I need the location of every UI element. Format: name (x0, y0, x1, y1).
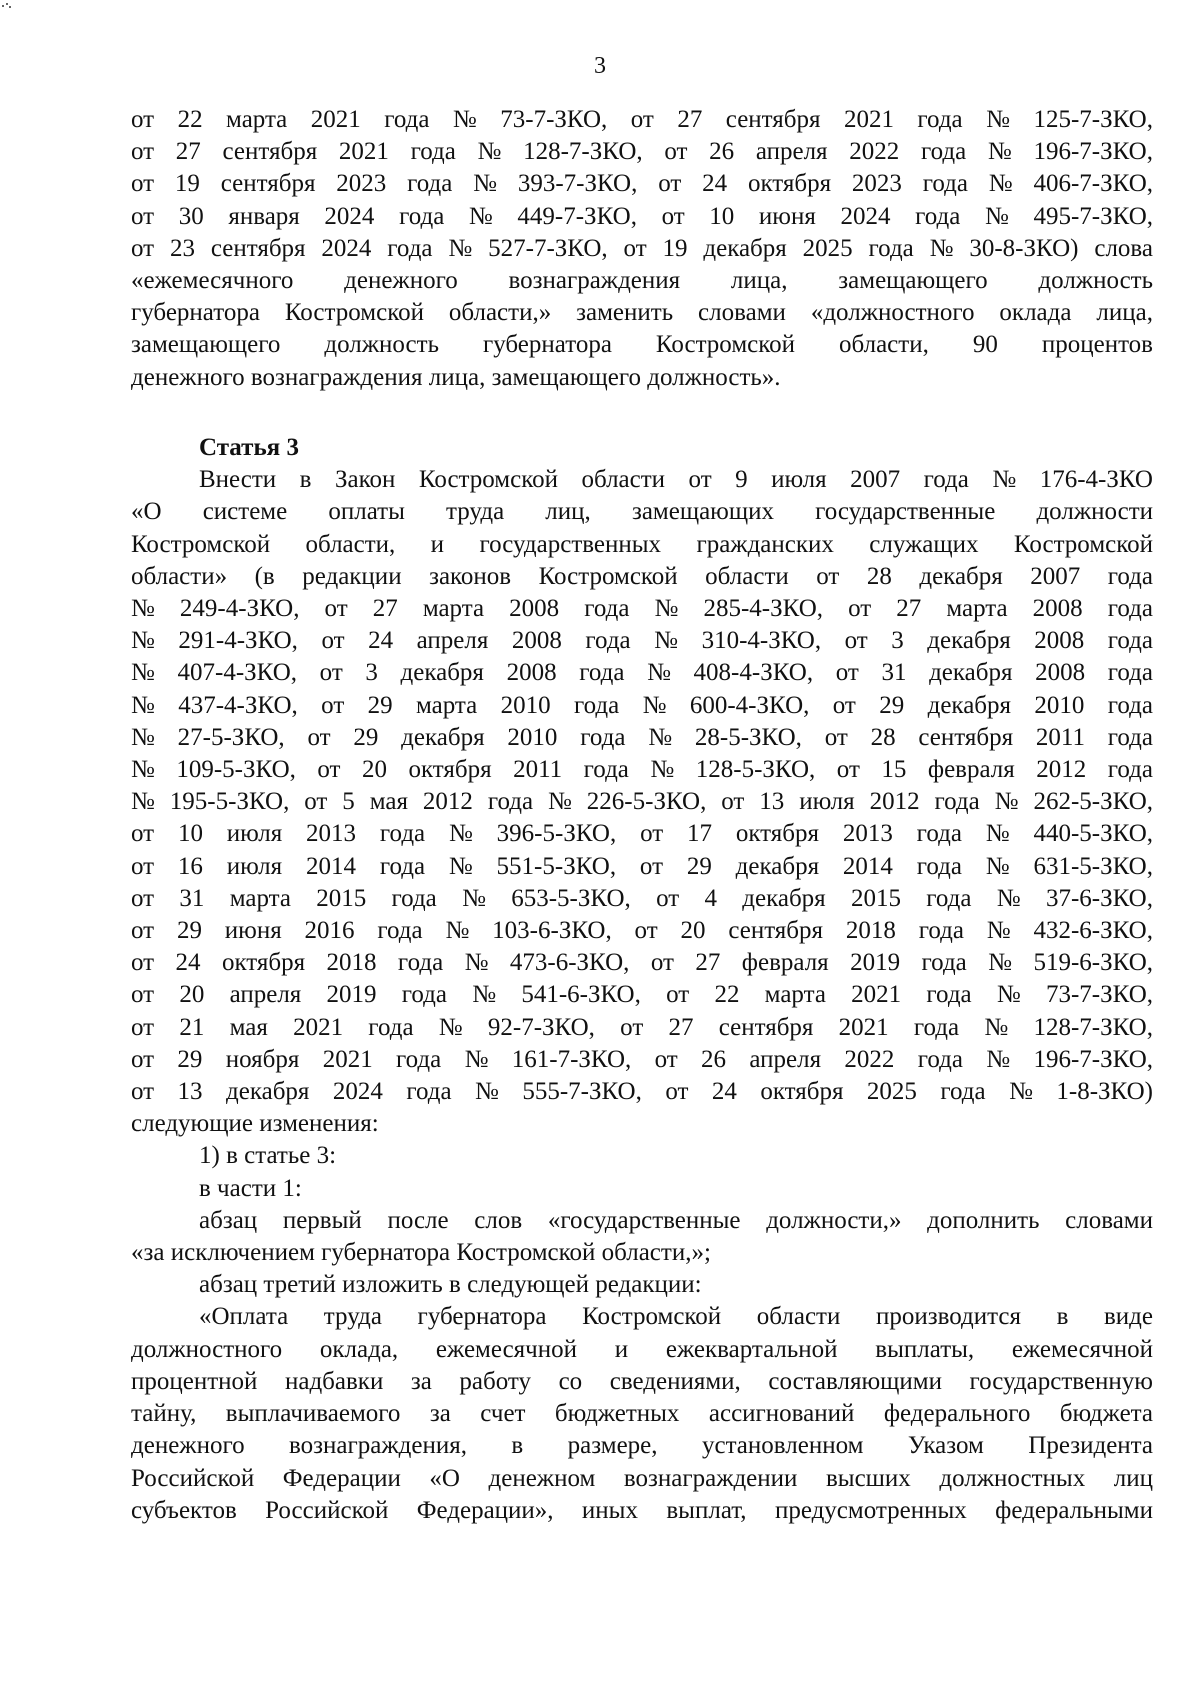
text-line: «О системе оплаты труда лиц, замещающих государственные должности (131, 498, 1153, 526)
text-line: «Оплата труда губернатора Костромской области производится в виде (199, 1303, 1153, 1331)
text-line: «ежемесячного денежного вознаграждения лица, замещающего должность (131, 267, 1153, 295)
text-line: от 29 июня 2016 года № 103-6-ЗКО, от 20 сентября 2018 года № 432-6-ЗКО, (131, 917, 1153, 945)
text-line: денежного вознаграждения, в размере, установленном Указом Президента (131, 1432, 1153, 1460)
text-line: «за исключением губернатора Костромской области,»; (131, 1239, 711, 1267)
page-number: 3 (594, 53, 606, 79)
text-line: субъектов Российской Федерации», иных выплат, предусмотренных федеральными (131, 1496, 1153, 1524)
text-line: денежного вознаграждения лица, замещающего должность». (131, 363, 781, 391)
text-line: № 109-5-ЗКО, от 20 октября 2011 года № 128-5-ЗКО, от 15 февраля 2012 года (131, 756, 1153, 784)
text-line: от 19 сентября 2023 года № 393-7-ЗКО, от 24 октября 2023 года № 406-7-ЗКО, (131, 170, 1153, 198)
text-line: от 24 октября 2018 года № 473-6-ЗКО, от 27 февраля 2019 года № 519-6-ЗКО, (131, 949, 1153, 977)
text-line: губернатора Костромской области,» заменить словами «должностного оклада лица, (131, 299, 1153, 327)
article-3 (131, 432, 1153, 1527)
text-line: № 27-5-ЗКО, от 29 декабря 2010 года № 28-5-ЗКО, от 28 сентября 2011 года (131, 723, 1153, 751)
article-heading: Статья 3 (199, 434, 299, 461)
text-line: тайну, выплачиваемого за счет бюджетных ассигнований федерального бюджета (131, 1400, 1153, 1428)
list-item: 1) в статье 3: (199, 1142, 337, 1170)
text-line: от 20 апреля 2019 года № 541-6-ЗКО, от 22 марта 2021 года № 73-7-ЗКО, (131, 981, 1153, 1009)
text-line: Российской Федерации «О денежном вознаграждении высших должностных лиц (131, 1464, 1153, 1492)
text-line: замещающего должность губернатора Костромской области, 90 процентов (131, 331, 1153, 359)
text-line: от 29 ноября 2021 года № 161-7-ЗКО, от 26 апреля 2022 года № 196-7-ЗКО, (131, 1045, 1153, 1073)
text-line: должностного оклада, ежемесячной и ежеквартальной выплаты, ежемесячной (131, 1335, 1153, 1363)
text-line: № 407-4-ЗКО, от 3 декабря 2008 года № 408-4-ЗКО, от 31 декабря 2008 года (131, 659, 1153, 687)
text-line: от 27 сентября 2021 года № 128-7-ЗКО, от 26 апреля 2022 года № 196-7-ЗКО, (131, 138, 1153, 166)
text-line: № 291-4-ЗКО, от 24 апреля 2008 года № 310-4-ЗКО, от 3 декабря 2008 года (131, 627, 1153, 655)
text-line: абзац первый после слов «государственные должности,» дополнить словами (199, 1206, 1153, 1234)
text-line: № 195-5-ЗКО, от 5 мая 2012 года № 226-5-ЗКО, от 13 июля 2012 года № 262-5-ЗКО, (131, 788, 1153, 816)
paragraph-continuation (131, 104, 1153, 394)
text-line: от 23 сентября 2024 года № 527-7-ЗКО, от 19 декабря 2025 года № 30-8-ЗКО) слова (131, 234, 1153, 262)
list-item: в части 1: (199, 1174, 302, 1202)
text-line: Внести в Закон Костромской области от 9 июля 2007 года № 176-4-ЗКО (199, 466, 1153, 494)
text-line: от 31 марта 2015 года № 653-5-ЗКО, от 4 декабря 2015 года № 37-6-ЗКО, (131, 884, 1153, 912)
text-line: от 21 мая 2021 года № 92-7-ЗКО, от 27 сентября 2021 года № 128-7-ЗКО, (131, 1013, 1153, 1041)
text-line: № 249-4-ЗКО, от 27 марта 2008 года № 285-4-ЗКО, от 27 марта 2008 года (131, 595, 1153, 623)
text-line: от 30 января 2024 года № 449-7-ЗКО, от 10 июня 2024 года № 495-7-ЗКО, (131, 202, 1153, 230)
text-line: области» (в редакции законов Костромской области от 28 декабря 2007 года (131, 562, 1153, 590)
text-line: процентной надбавки за работу со сведениями, составляющими государственную (131, 1367, 1153, 1395)
text-line: от 22 марта 2021 года № 73-7-ЗКО, от 27 сентября 2021 года № 125-7-ЗКО, (131, 106, 1153, 133)
scan-speck (2, 3, 14, 9)
text-line: от 13 декабря 2024 года № 555-7-ЗКО, от 24 октября 2025 года № 1-8-ЗКО) (131, 1078, 1153, 1106)
text-line: Костромской области, и государственных гражданских служащих Костромской (131, 530, 1153, 558)
text-line: от 10 июля 2013 года № 396-5-ЗКО, от 17 октября 2013 года № 440-5-ЗКО, (131, 820, 1153, 848)
text-line: № 437-4-ЗКО, от 29 марта 2010 года № 600-4-ЗКО, от 29 декабря 2010 года (131, 691, 1153, 719)
text-line: абзац третий изложить в следующей редакции: (199, 1271, 702, 1299)
text-line: от 16 июля 2014 года № 551-5-ЗКО, от 29 декабря 2014 года № 631-5-ЗКО, (131, 852, 1153, 880)
text-line: следующие изменения: (131, 1110, 379, 1138)
